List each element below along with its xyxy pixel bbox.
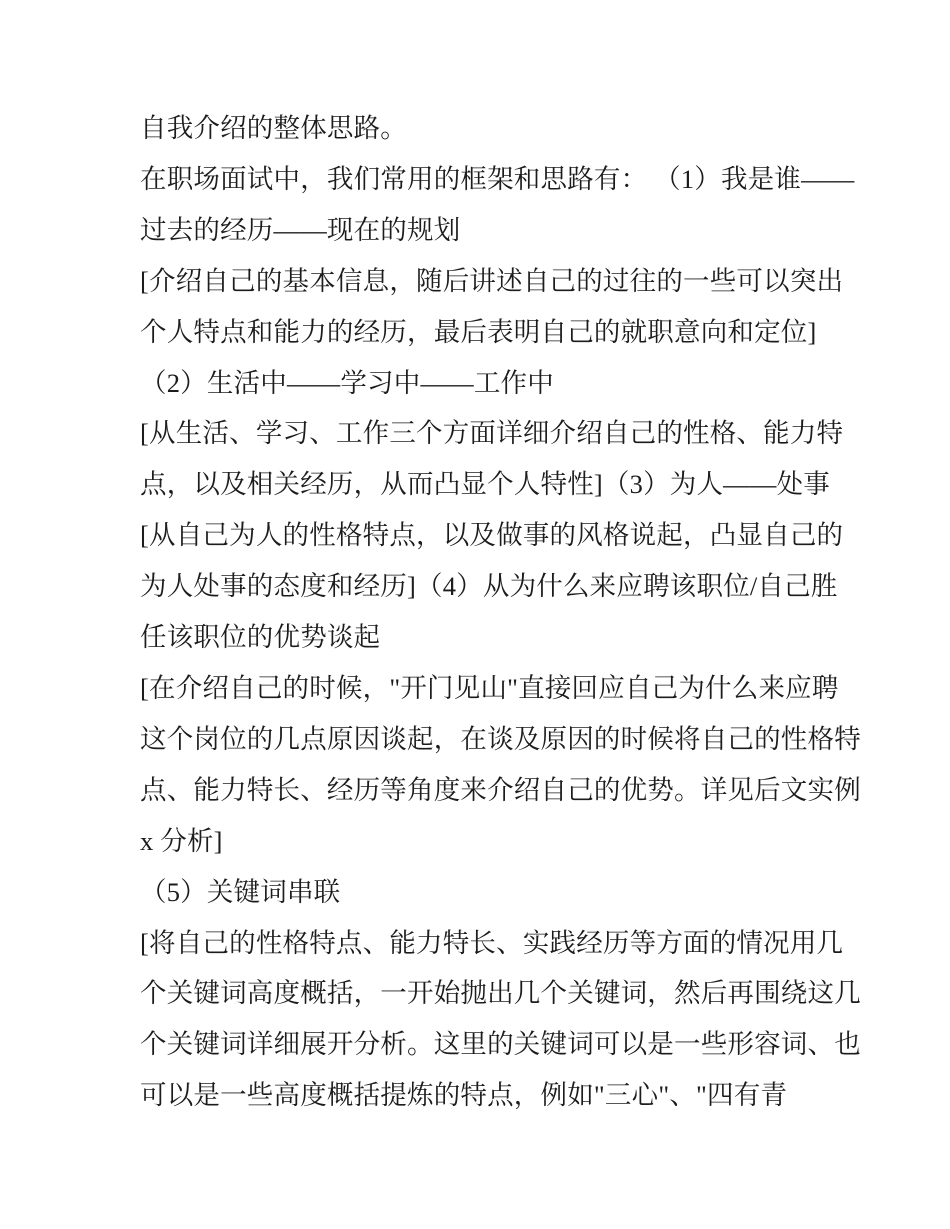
- text-line: 点，以及相关经历，从而凸显个人特性]（3）为人——处事: [140, 469, 830, 500]
- text-line: （2）生活中——学习中——工作中: [140, 367, 554, 398]
- text-line: 在职场面试中，我们常用的框架和思路有： （1）我是谁——: [140, 163, 855, 194]
- text-line: 任该职位的优势谈起: [140, 622, 381, 653]
- text-line: [从生活、学习、工作三个方面详细介绍自己的性格、能力特: [140, 418, 844, 449]
- text-line: 这个岗位的几点原因谈起，在谈及原因的时候将自己的性格特: [140, 723, 861, 754]
- text-line: [将自己的性格特点、能力特长、实践经历等方面的情况用几: [140, 927, 844, 958]
- text-line: 个人特点和能力的经历，最后表明自己的就职意向和定位]: [140, 316, 817, 347]
- text-line: [从自己为人的性格特点，以及做事的风格说起，凸显自己的: [140, 520, 844, 551]
- text-line: 点、能力特长、经历等角度来介绍自己的优势。详见后文实例: [140, 774, 861, 805]
- text-line: [介绍自己的基本信息，随后讲述自己的过往的一些可以突出: [140, 265, 844, 296]
- text-line: [在介绍自己的时候，"开门见山"直接回应自己为什么来应聘: [140, 672, 839, 703]
- text-line: 自我介绍的整体思路。: [140, 113, 407, 143]
- text-line: 为人处事的态度和经历]（4）从为什么来应聘该职位/自己胜: [140, 571, 838, 602]
- document-text: [140, 103, 890, 1121]
- text-line: x 分析]: [140, 825, 223, 856]
- text-line: （5）关键词串联: [140, 876, 341, 907]
- text-line: 个关键词高度概括，一开始抛出几个关键词，然后再围绕这几: [140, 978, 861, 1009]
- text-line: 可以是一些高度概括提炼的特点，例如"三心"、"四有青: [140, 1080, 788, 1111]
- text-line: 个关键词详细展开分析。这里的关键词可以是一些形容词、也: [140, 1029, 861, 1060]
- text-line: 过去的经历——现在的规划: [140, 214, 461, 245]
